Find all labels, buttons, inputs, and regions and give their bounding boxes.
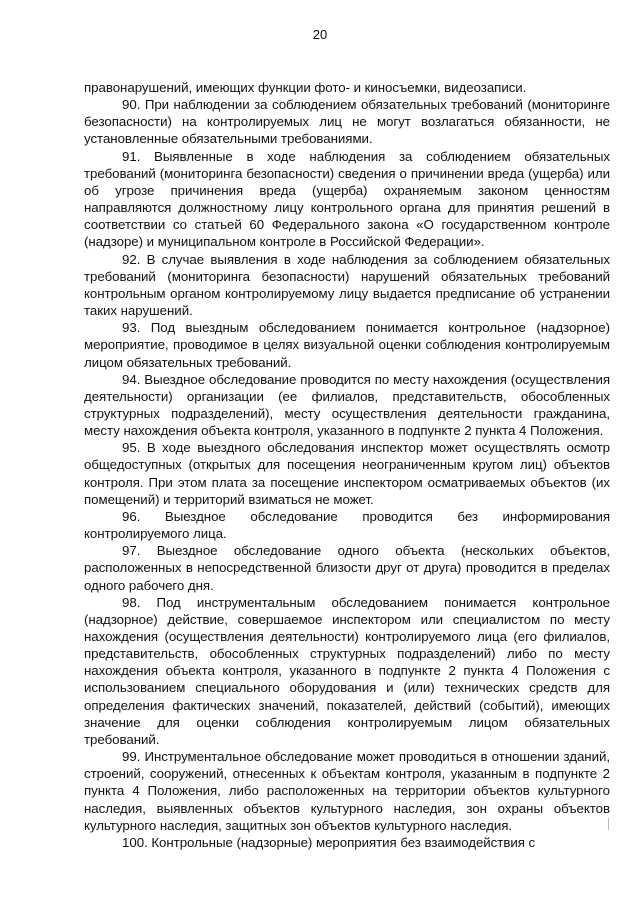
paragraph-91: 91. Выявленные в ходе наблюдения за соблюдением обязательных требований (мониторинга безопасности) сведения о причинении вреда (ущерба) или об угрозе причинения вреда (ущерба) охраняемым законом ценностям направляются должностному лицу контрольного органа для принятия решений в соответствии со статьей 60 Федерального закона «О государственном контроле (надзоре) и муниципальном контроле в Российской Федерации». xyxy=(84,148,610,250)
scan-mark xyxy=(608,818,609,830)
paragraph-93: 93. Под выездным обследованием понимается контрольное (надзорное) мероприятие, проводимое в целях визуальной оценки соблюдения контролируемым лицом обязательных требований. xyxy=(84,320,610,370)
paragraph-97: 97. Выездное обследование одного объекта (нескольких объектов, расположенных в непосредственной близости друг от друга) проводится в пределах одного рабочего дня. xyxy=(84,543,610,593)
paragraph-98: 98. Под инструментальным обследованием понимается контрольное (надзорное) действие, совершаемое инспектором или специалистом по месту нахождения (осуществления деятельности) контролируемого лица (его филиалов, представительств, обособленных структурных подразделений) либо по месту нахождения объекта контроля, указанного в подпункте 2 пункта 4 Положения с использованием специального оборудования и (или) технических средств для определения фактических значений, показателей, действий (событий), имеющих значение для оценки соблюдения контролируемым лицом обязательных требований. xyxy=(84,594,610,747)
page-number: 20 xyxy=(312,27,328,42)
paragraph-99: 99. Инструментальное обследование может проводиться в отношении зданий, строений, сооружений, отнесенных к объектам контроля, указанным в подпункте 2 пункта 4 Положения, либо расположенных на территории объектов культурного наследия, выявленных объектов культурного наследия, зон охраны объектов культурного наследия, защитных зон объектов культурного наследия. xyxy=(84,749,610,833)
paragraph-96: 96. Выездное обследование проводится без информирования контролируемого лица. xyxy=(84,508,610,542)
paragraph-100: 100. Контрольные (надзорные) мероприятия без взаимодействия с xyxy=(122,834,536,850)
paragraph-90: 90. При наблюдении за соблюдением обязательных требований (мониторинге безопасности) на контролируемых лиц не могут возлагаться обязанности, не установленные обязательными требованиями. xyxy=(84,97,610,147)
paragraph-92: 92. В случае выявления в ходе наблюдения за соблюдением обязательных требований (мониторинга безопасности) нарушений обязательных требований контрольным органом контролируемому лицу выдается предписание об устранении таких нарушений. xyxy=(84,251,610,319)
paragraph-94: 94. Выездное обследование проводится по месту нахождения (осуществления деятельности) организации (ее филиалов, представительств, обособленных структурных подразделений), месту осуществления деятельности гражданина, месту нахождения объекта контроля, указанного в подпункте 2 пункта 4 Положения. xyxy=(84,371,610,439)
document-body xyxy=(84,79,610,851)
paragraph-continuation: правонарушений, имеющих функции фото- и киносъемки, видеозаписи. xyxy=(84,80,527,95)
paragraph-95: 95. В ходе выездного обследования инспектор может осуществлять осмотр общедоступных (открытых для посещения неограниченным кругом лиц) объектов контроля. При этом плата за посещение инспектором осматриваемых объектов (их помещений) и территорий взиматься не может. xyxy=(84,440,610,507)
